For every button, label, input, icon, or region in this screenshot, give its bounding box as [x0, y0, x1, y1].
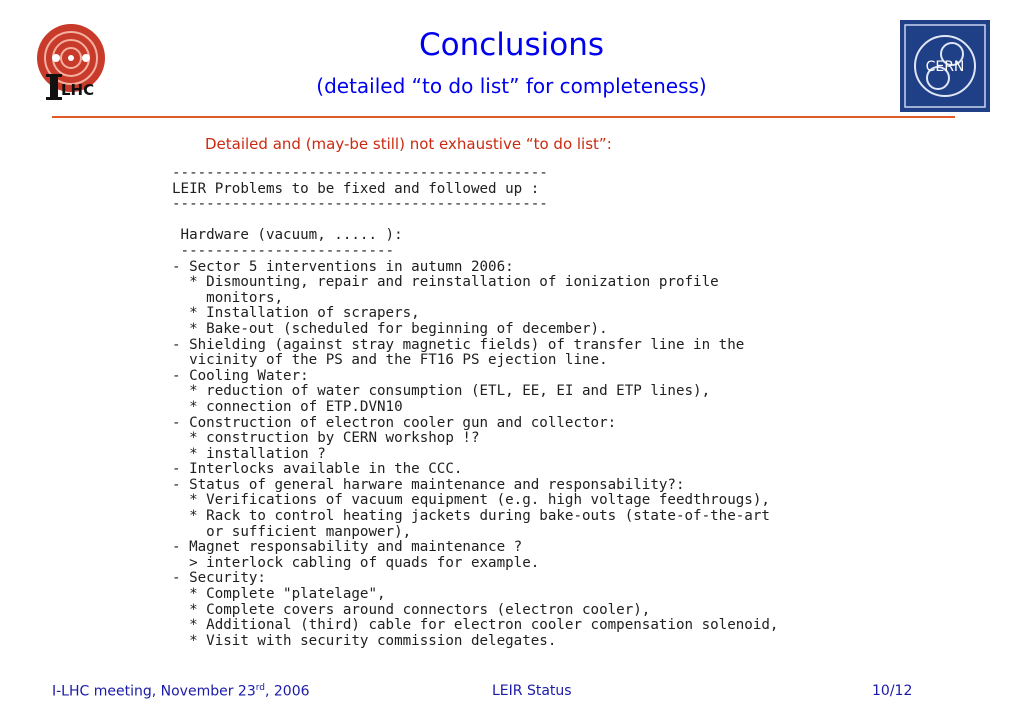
todo-list: [172, 166, 778, 649]
todo-line: - Security:: [172, 570, 266, 587]
todo-line: --------------------------------------------: [172, 196, 548, 213]
todo-line: [172, 213, 778, 229]
todo-line: * Bake-out (scheduled for beginning of december).: [172, 320, 608, 337]
todo-line: * Dismounting, repair and reinstallation of ionization profile: [172, 274, 719, 291]
todo-line: * installation ?: [172, 445, 326, 462]
todo-line: * Additional (third) cable for electron cooler compensation solenoid,: [172, 617, 779, 634]
todo-line: * Rack to control heating jackets during bake-outs (state-of-the-art: [172, 508, 770, 525]
todo-line: LEIR Problems to be fixed and followed up :: [172, 180, 540, 197]
todo-line: --------------------------------------------: [172, 165, 548, 181]
footer-page-number: 10/12: [872, 683, 913, 699]
todo-line: * Complete covers around connectors (electron cooler),: [172, 601, 651, 618]
todo-line: -------------------------: [172, 242, 395, 259]
todo-line: - Cooling Water:: [172, 367, 309, 384]
ilhc-logo-text: LHC: [61, 81, 95, 99]
footer-meeting: [52, 683, 310, 700]
todo-line: - Sector 5 interventions in autumn 2006:: [172, 258, 514, 275]
todo-line: - Construction of electron cooler gun and collector:: [172, 414, 617, 431]
todo-line: - Interlocks available in the CCC.: [172, 461, 463, 478]
todo-line: * Complete "platelage",: [172, 586, 386, 603]
intro-text: Detailed and (may-be still) not exhaustive “to do list”:: [205, 135, 612, 153]
todo-line: * Visit with security commission delegates.: [172, 632, 557, 649]
todo-line: Hardware (vacuum, ..... ):: [172, 227, 403, 244]
cern-logo-text: CERN: [925, 59, 965, 75]
footer-meeting-prefix: I-LHC meeting, November 23: [52, 683, 256, 700]
todo-line: - Magnet responsability and maintenance ?: [172, 539, 523, 556]
todo-line: * Installation of scrapers,: [172, 305, 420, 322]
todo-line: > interlock cabling of quads for example.: [172, 554, 540, 571]
footer-meeting-suffix: , 2006: [265, 683, 310, 700]
todo-line: * construction by CERN workshop !?: [172, 430, 480, 447]
slide-subtitle: (detailed “to do list” for completeness): [316, 74, 707, 98]
todo-line: monitors,: [172, 289, 284, 306]
todo-line: * connection of ETP.DVN10: [172, 398, 403, 415]
footer-topic: LEIR Status: [492, 683, 572, 699]
todo-line: * Verifications of vacuum equipment (e.g. high voltage feedthrougs),: [172, 492, 770, 509]
todo-line: - Status of general harware maintenance and responsability?:: [172, 476, 685, 493]
cern-logo: [900, 20, 990, 112]
footer-meeting-sup: rd: [255, 683, 265, 693]
todo-line: - Shielding (against stray magnetic fields) of transfer line in the: [172, 336, 745, 353]
todo-line: vicinity of the PS and the FT16 PS ejection line.: [172, 352, 608, 369]
header-divider: [52, 116, 955, 118]
todo-line: * reduction of water consumption (ETL, EE, EI and ETP lines),: [172, 383, 711, 400]
slide-title: Conclusions: [418, 27, 605, 63]
todo-line: or sufficient manpower),: [172, 523, 412, 540]
